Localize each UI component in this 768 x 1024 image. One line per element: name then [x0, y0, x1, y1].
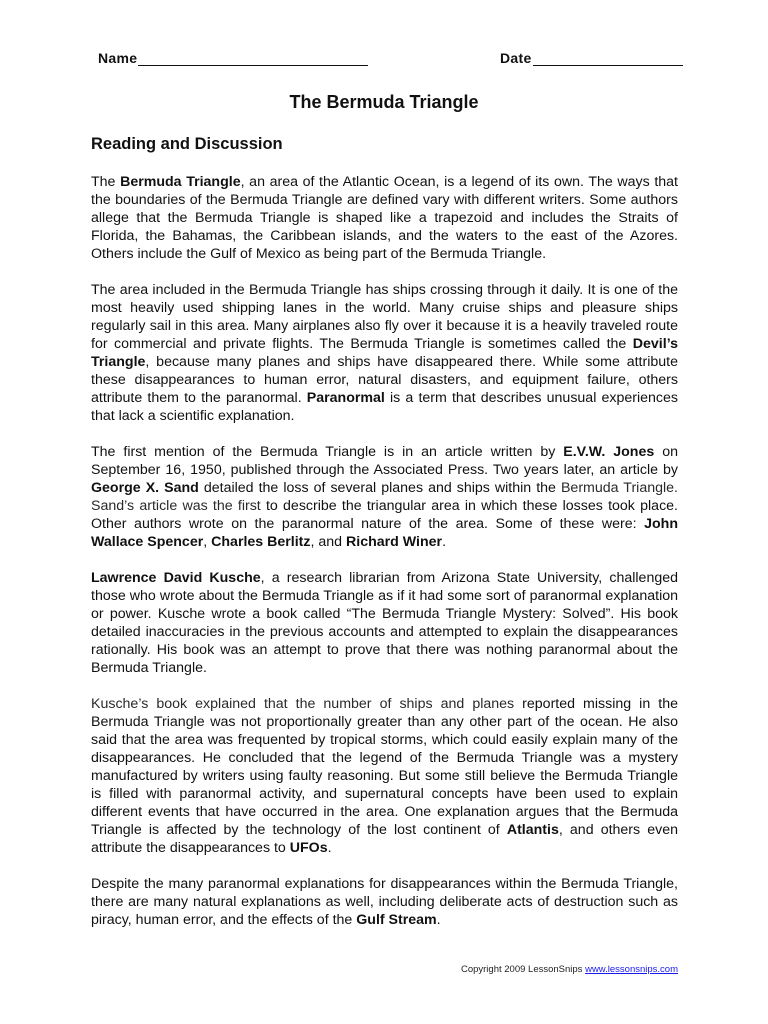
paragraph-3 [91, 443, 678, 551]
text: The [91, 174, 121, 190]
name-label: Name [98, 50, 138, 66]
text: Kusche’s book explained that the number of ships and planes [91, 696, 515, 712]
copyright-text: Copyright 2009 LessonSnips [460, 964, 586, 975]
name-field[interactable] [98, 50, 368, 66]
bold-term: Paranormal [306, 390, 385, 406]
footer [461, 964, 678, 975]
bold-term: Atlantis [506, 822, 559, 838]
bold-term: UFOs [289, 840, 328, 856]
bold-term: Richard Winer [346, 534, 443, 550]
bold-term: George X. Sand [91, 480, 199, 496]
text: . [327, 840, 332, 856]
bold-term: Gulf Stream [356, 912, 437, 928]
paragraph-6 [91, 875, 678, 929]
paragraph-1 [91, 173, 678, 263]
section-heading: Reading and Discussion [91, 135, 283, 153]
text: Despite the many paranormal explanations for disappearances within the Bermuda Triangle, there are many natural explanations as well, including deliberate acts of destruction such as piracy, human error, and the effects of the [91, 876, 678, 928]
text: , [203, 534, 212, 550]
text: is a term that describes unusual experiences that lack a scientific explanation. [91, 390, 678, 424]
website-link[interactable]: www.lessonsnips.com [585, 964, 678, 975]
date-label: Date [500, 50, 532, 66]
bold-term: John Wallace Spencer [91, 516, 678, 550]
bold-term: Charles Berlitz [211, 534, 311, 550]
text: , and others even attribute the disappearances to [91, 822, 679, 856]
text: , a research librarian from Arizona State University, challenged those who wrote about the Bermuda Triangle as if it had some sort of paranormal explanation or power. Kusche wrote a book called “The Bermuda Triangle Mystery: Solved”. His book detailed inaccuracies in the previous accounts and attempted to explain the disappearances rationally. His book was an attempt to prove that there was nothing paranormal about the Bermuda Triangle. [91, 570, 679, 676]
text: to describe the triangular area in which these losses took place. Other authors wrote on the paranormal nature of the area. Some of these were: [91, 498, 678, 532]
bold-term: Lawrence David Kusche [91, 570, 261, 586]
worksheet-header [98, 50, 688, 70]
text: detailed the loss of several planes and ships within the [198, 480, 561, 496]
bold-term: Bermuda Triangle [120, 174, 241, 190]
paragraph-2 [91, 281, 678, 425]
text: The area included in the Bermuda Triangle has ships crossing through it daily. It is one of the most heavily used shipping lanes in the world. Many cruise ships and pleasure ships regularly sail in this area. Many airplanes also fly over it because it is a heavily traveled route for commercial and private flights. The Bermuda Triangle is sometimes called the [91, 282, 678, 352]
text: . [442, 534, 447, 550]
page-title: The Bermuda Triangle [289, 92, 479, 112]
reading-body [91, 173, 678, 947]
text: Bermuda Triangle. Sand’s article was the first [91, 480, 678, 514]
text: , and [310, 534, 346, 550]
text: . [436, 912, 441, 928]
date-field[interactable] [500, 50, 683, 66]
text: , an area of the Atlantic Ocean, is a legend of its own. The ways that the boundaries of the Bermuda Triangle are defined vary with different writers. Some authors allege that the Bermuda Triangle is shaped like a trapezoid and includes the Straits of Florida, the Bahamas, the Caribbean islands, and the waters to the east of the Azores. Others include the Gulf of Mexico as being part of the Bermuda Triangle. [91, 174, 679, 262]
text: reported missing in the Bermuda Triangle was not proportionally greater than any other part of the ocean. He also said that the area was frequented by tropical storms, which could easily explain many of the disappearances. He concluded that the legend of the Bermuda Triangle was a mystery manufactured by writers using faulty reasoning. But some still believe the Bermuda Triangle is filled with paranormal activity, and supernatural concepts have been used to explain different events that have occurred in the area. One explanation argues that the Bermuda Triangle is affected by the technology of the lost continent of [91, 696, 678, 838]
name-blank-line[interactable] [138, 51, 368, 66]
text: on September 16, 1950, published through the Associated Press. Two years later, an article by [91, 444, 678, 478]
text: The first mention of the Bermuda Triangle is in an article written by [91, 444, 564, 460]
text: , because many planes and ships have disappeared there. While some attribute these disappearances to human error, natural disasters, and equipment failure, others attribute them to the paranormal. [91, 354, 678, 406]
paragraph-4 [91, 569, 678, 677]
bold-term: E.V.W. Jones [563, 444, 655, 460]
date-blank-line[interactable] [533, 51, 683, 66]
paragraph-5 [91, 695, 678, 857]
bold-term: Devil’s Triangle [91, 336, 678, 370]
